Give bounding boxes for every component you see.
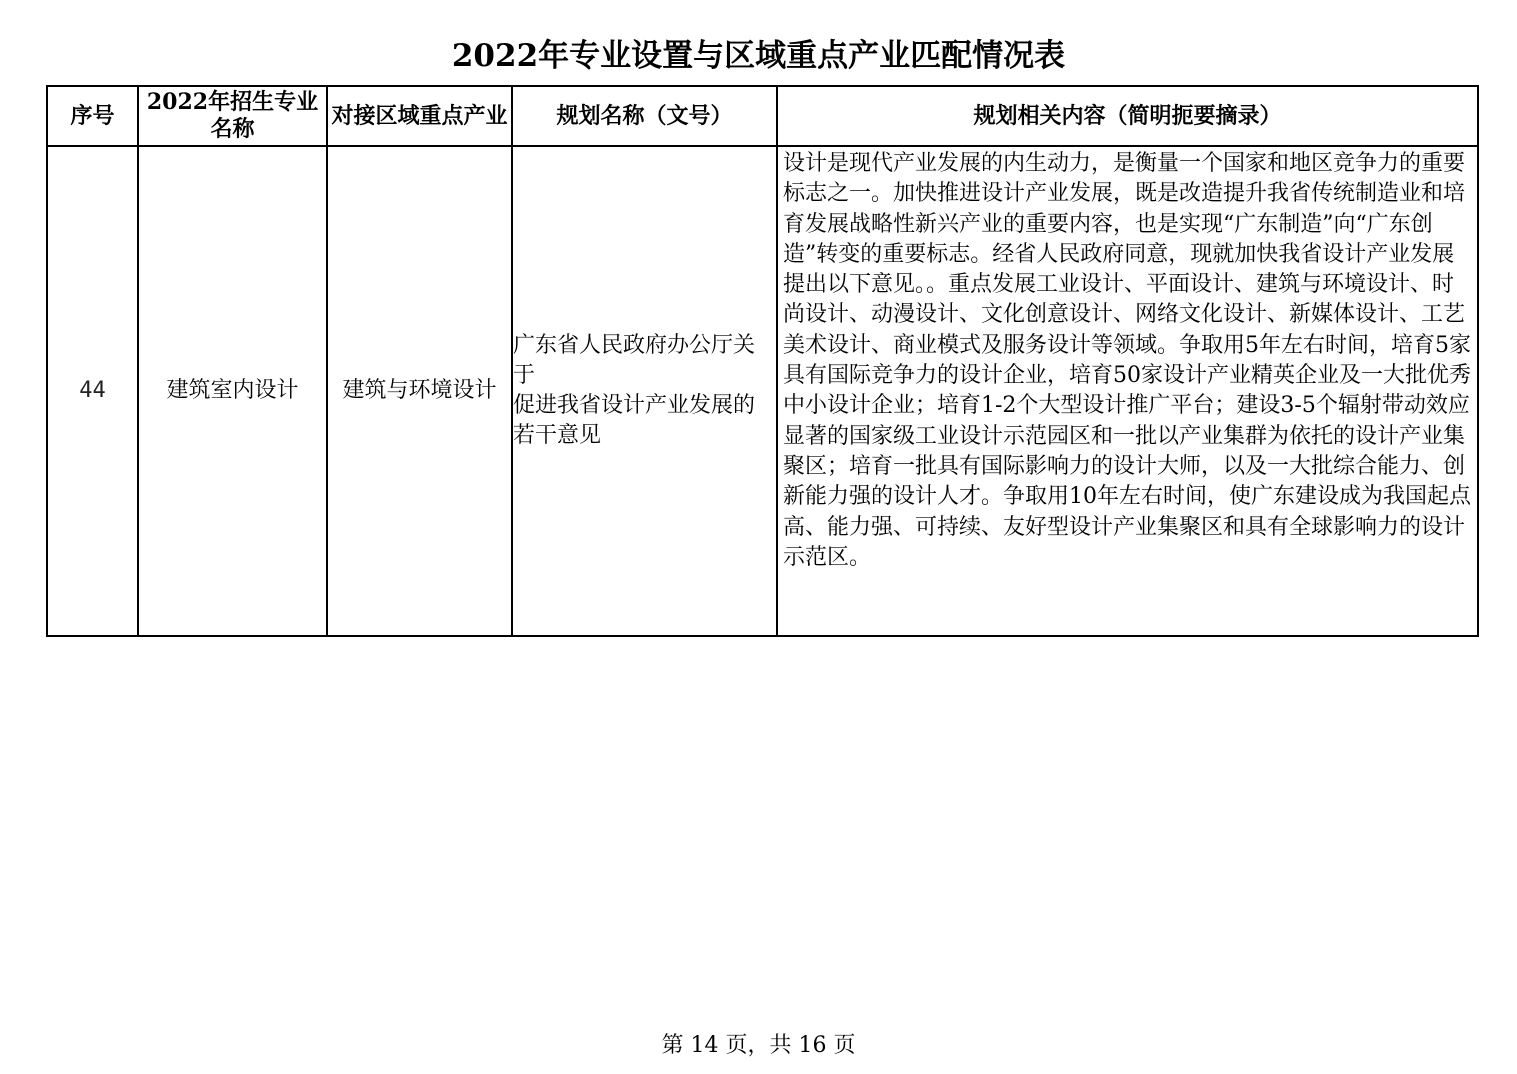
header-major: 2022年招生专业名称 [138, 86, 327, 146]
page-footer: 第 14 页，共 16 页 [661, 1033, 856, 1058]
header-industry: 对接区域重点产业 [327, 86, 512, 146]
page-title: 2022年专业设置与区域重点产业匹配情况表 [451, 38, 1066, 74]
cell-plan-content: 设计是现代产业发展的内生动力，是衡量一个国家和地区竞争力的重要标志之一。加快推进设计产业发展，既是改造提升我省传统制造业和培育发展战略性新兴产业的重要内容，也是实现“广东制造”向“广东创造”转变的重要标志。经省人民政府同意，现就加快我省设计产业发展提出以下意见。。重点发展工业设计、平面设计、建筑与环境设计、时尚设计、动漫设计、文化创意设计、网络文化设计、新媒体设计、工艺美术设计、商业模式及服务设计等领域。争取用5年左右时间，培育5家具有国际竞争力的设计企业，培育50家设计产业精英企业及一大批优秀中小设计企业；培育1-2个大型设计推广平台；建设3-5个辐射带动效应显著的国家级工业设计示范园区和一批以产业集群为依托的设计产业集聚区；培育一批具有国际影响力的设计大师，以及一大批综合能力、创新能力强的设计人才。争取用10年左右时间，使广东建设成为我国起点高、能力强、可持续、友好型设计产业集聚区和具有全球影响力的设计示范区。 [777, 146, 1478, 636]
header-plan-name: 规划名称（文号） [512, 86, 777, 146]
header-seq: 序号 [47, 86, 138, 146]
cell-seq: 44 [47, 146, 138, 636]
table-row [47, 146, 1478, 636]
matching-table [46, 85, 1479, 637]
cell-plan-name [512, 146, 777, 636]
header-plan-content: 规划相关内容（简明扼要摘录） [777, 86, 1478, 146]
table-header-row [47, 86, 1478, 146]
cell-major: 建筑室内设计 [138, 146, 327, 636]
cell-industry: 建筑与环境设计 [327, 146, 512, 636]
plan-name-line-1: 广东省人民政府办公厅关于 [513, 333, 756, 388]
plan-name-line-2: 促进我省设计产业发展的若干意见 [513, 393, 756, 448]
